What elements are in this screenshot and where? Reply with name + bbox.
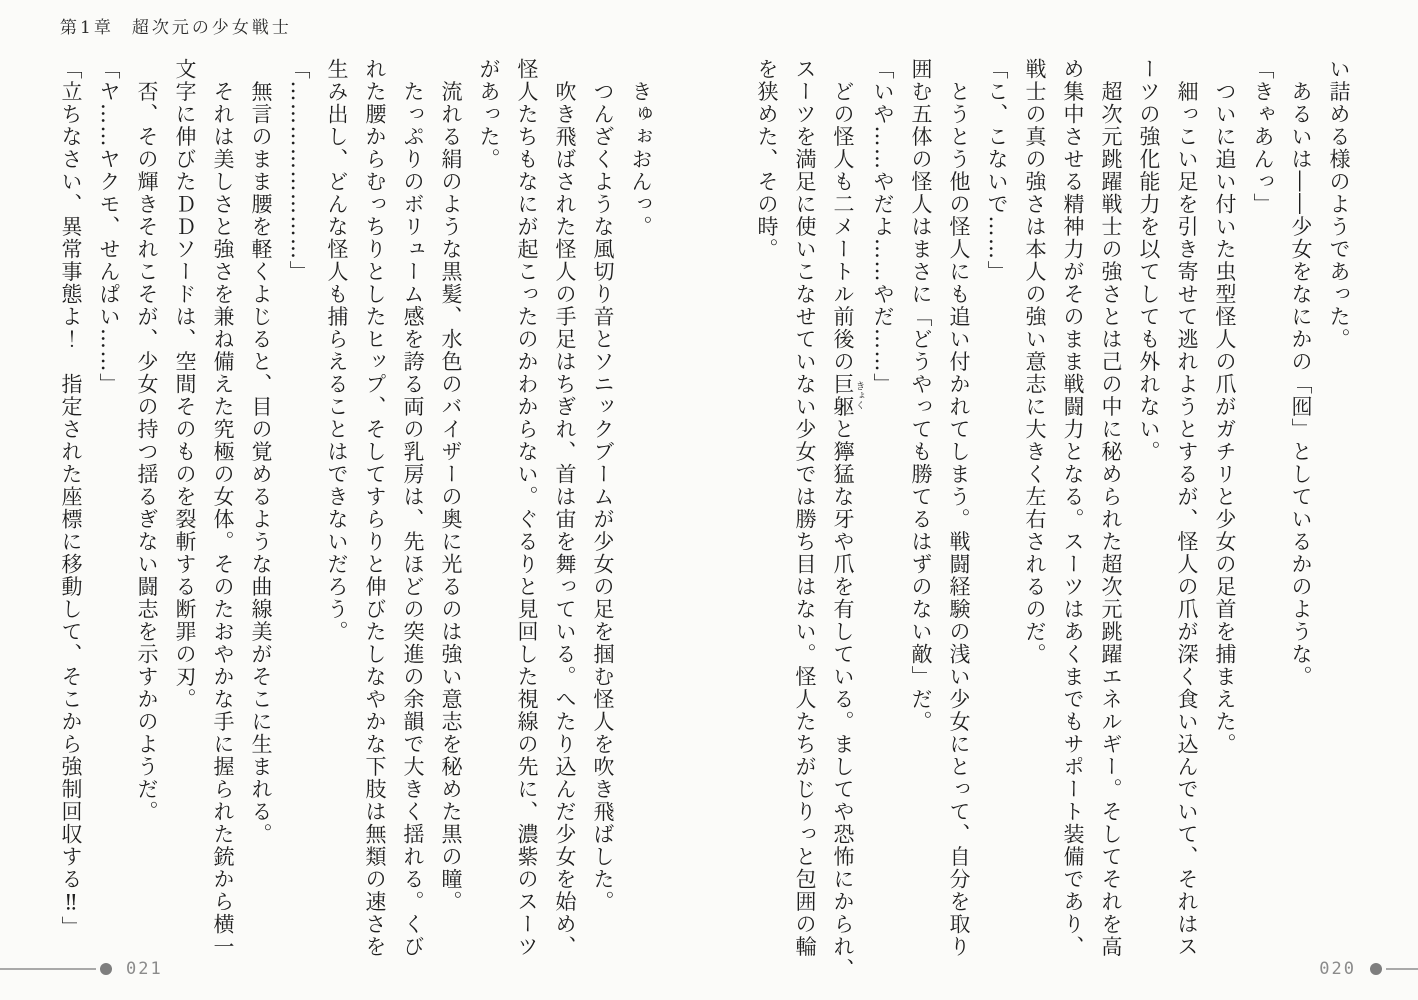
text-line: があった。 xyxy=(477,58,501,171)
text-line: きゅぉおんっ。 xyxy=(629,58,653,238)
text-line: 「ヤ……ヤクモ、せんぱい……」 xyxy=(97,58,121,396)
page-number-right xyxy=(1319,958,1418,980)
text-line: たっぷりのボリューム感を誇る両の乳房は、先ほどの突進の余韻で大きく揺れる。くび xyxy=(401,58,425,958)
text-line: 戦士の真の強さは本人の強い意志に大きく左右されるのだ。 xyxy=(1023,58,1047,666)
text-line: 「……………………」 xyxy=(287,58,311,283)
chapter-title: 超次元の少女戦士 xyxy=(131,18,292,38)
page-left-text xyxy=(52,58,660,962)
text-line: 文字に伸びたＤＤソードは、空間そのものを裂斬する断罪の刃。 xyxy=(173,58,197,711)
text-line: 無言のまま腰を軽くよじると、目の覚めるような曲線美がそこに生まれる。 xyxy=(249,58,273,846)
page-number-left xyxy=(0,958,163,980)
footer-dot-icon xyxy=(100,963,112,975)
text-line: 囲む五体の怪人はまさに「どうやっても勝てるはずのない敵」だ。 xyxy=(909,58,933,733)
text-line: 「こ、こないで……」 xyxy=(985,58,1009,283)
footer-rule xyxy=(0,968,96,970)
text-line: 流れる絹のような黒髪、水色のバイザーの奥に光るのは強い意志を秘めた黒の瞳。 xyxy=(439,58,463,913)
text-line: い詰める様のようであった。 xyxy=(1327,58,1351,351)
text-line: れた腰からむっちりとしたヒップ、そしてすらりと伸びたしなやかな下肢は無類の速さを xyxy=(363,58,387,958)
text-line: 細っこい足を引き寄せて逃れようとするが、怪人の爪が深く食い込んでいて、それはス xyxy=(1175,58,1199,958)
running-header xyxy=(60,13,292,38)
text-line: スーツを満足に使いこなせていない少女では勝ち目はない。怪人たちがじりっと包囲の輪 xyxy=(793,58,817,958)
chapter-label: 第1章 xyxy=(60,18,114,38)
text-line: あるいは――少女をなにかの「囮」としているかのような。 xyxy=(1289,58,1313,688)
footer-rule xyxy=(1386,968,1418,970)
page-number-right-value: 020 xyxy=(1319,959,1356,979)
text-line: つんざくような風切り音とソニックブームが少女の足を掴む怪人を吹き飛ばした。 xyxy=(591,58,615,913)
text-line: 超次元跳躍戦士の強さとは己の中に秘められた超次元跳躍エネルギー。そしてそれを高 xyxy=(1099,58,1123,958)
text-line: 吹き飛ばされた怪人の手足はちぎれ、首は宙を舞っている。へたり込んだ少女を始め、 xyxy=(553,58,577,958)
text-line: 生み出し、どんな怪人も捕らえることはできないだろう。 xyxy=(325,58,349,643)
text-line: 「きゃあんっ」 xyxy=(1251,58,1275,216)
text-line: それは美しさと強さを兼ね備えた究極の女体。そのたおやかな手に握られた銃から横一 xyxy=(211,58,235,958)
text-line: を狭めた、その時。 xyxy=(755,58,779,261)
text-line: ついに追い付いた虫型怪人の爪がガチリと少女の足首を捕まえた。 xyxy=(1213,58,1237,756)
text-line: とうとう他の怪人にも追い付かれてしまう。戦闘経験の浅い少女にとって、自分を取り xyxy=(947,58,971,958)
ruby-annotated-word: 巨躯きょく xyxy=(831,373,865,418)
text-line: め集中させる精神力がそのまま戦闘力となる。スーツはあくまでもサポート装備であり、 xyxy=(1061,58,1085,958)
text-line: どの怪人も二メートル前後の巨躯きょくと獰猛な牙や爪を有している。ましてや恐怖にかられ、 xyxy=(831,58,865,981)
text-line: 怪人たちもなにが起こったのかわからない。ぐるりと見回した視線の先に、濃紫のスーツ xyxy=(515,58,539,958)
page-number-left-value: 021 xyxy=(126,959,163,979)
footer-dot-icon xyxy=(1370,963,1382,975)
text-line: ーツの強化能力を以てしても外れない。 xyxy=(1137,58,1161,463)
text-line: 否、その輝きそれこそが、少女の持つ揺るぎない闘志を示すかのようだ。 xyxy=(135,58,159,823)
text-line: 「いや……やだよ……やだ……」 xyxy=(871,58,895,396)
text-line: 「立ちなさい、異常事態よ！ 指定された座標に移動して、そこから強制回収する‼」 xyxy=(59,58,83,939)
